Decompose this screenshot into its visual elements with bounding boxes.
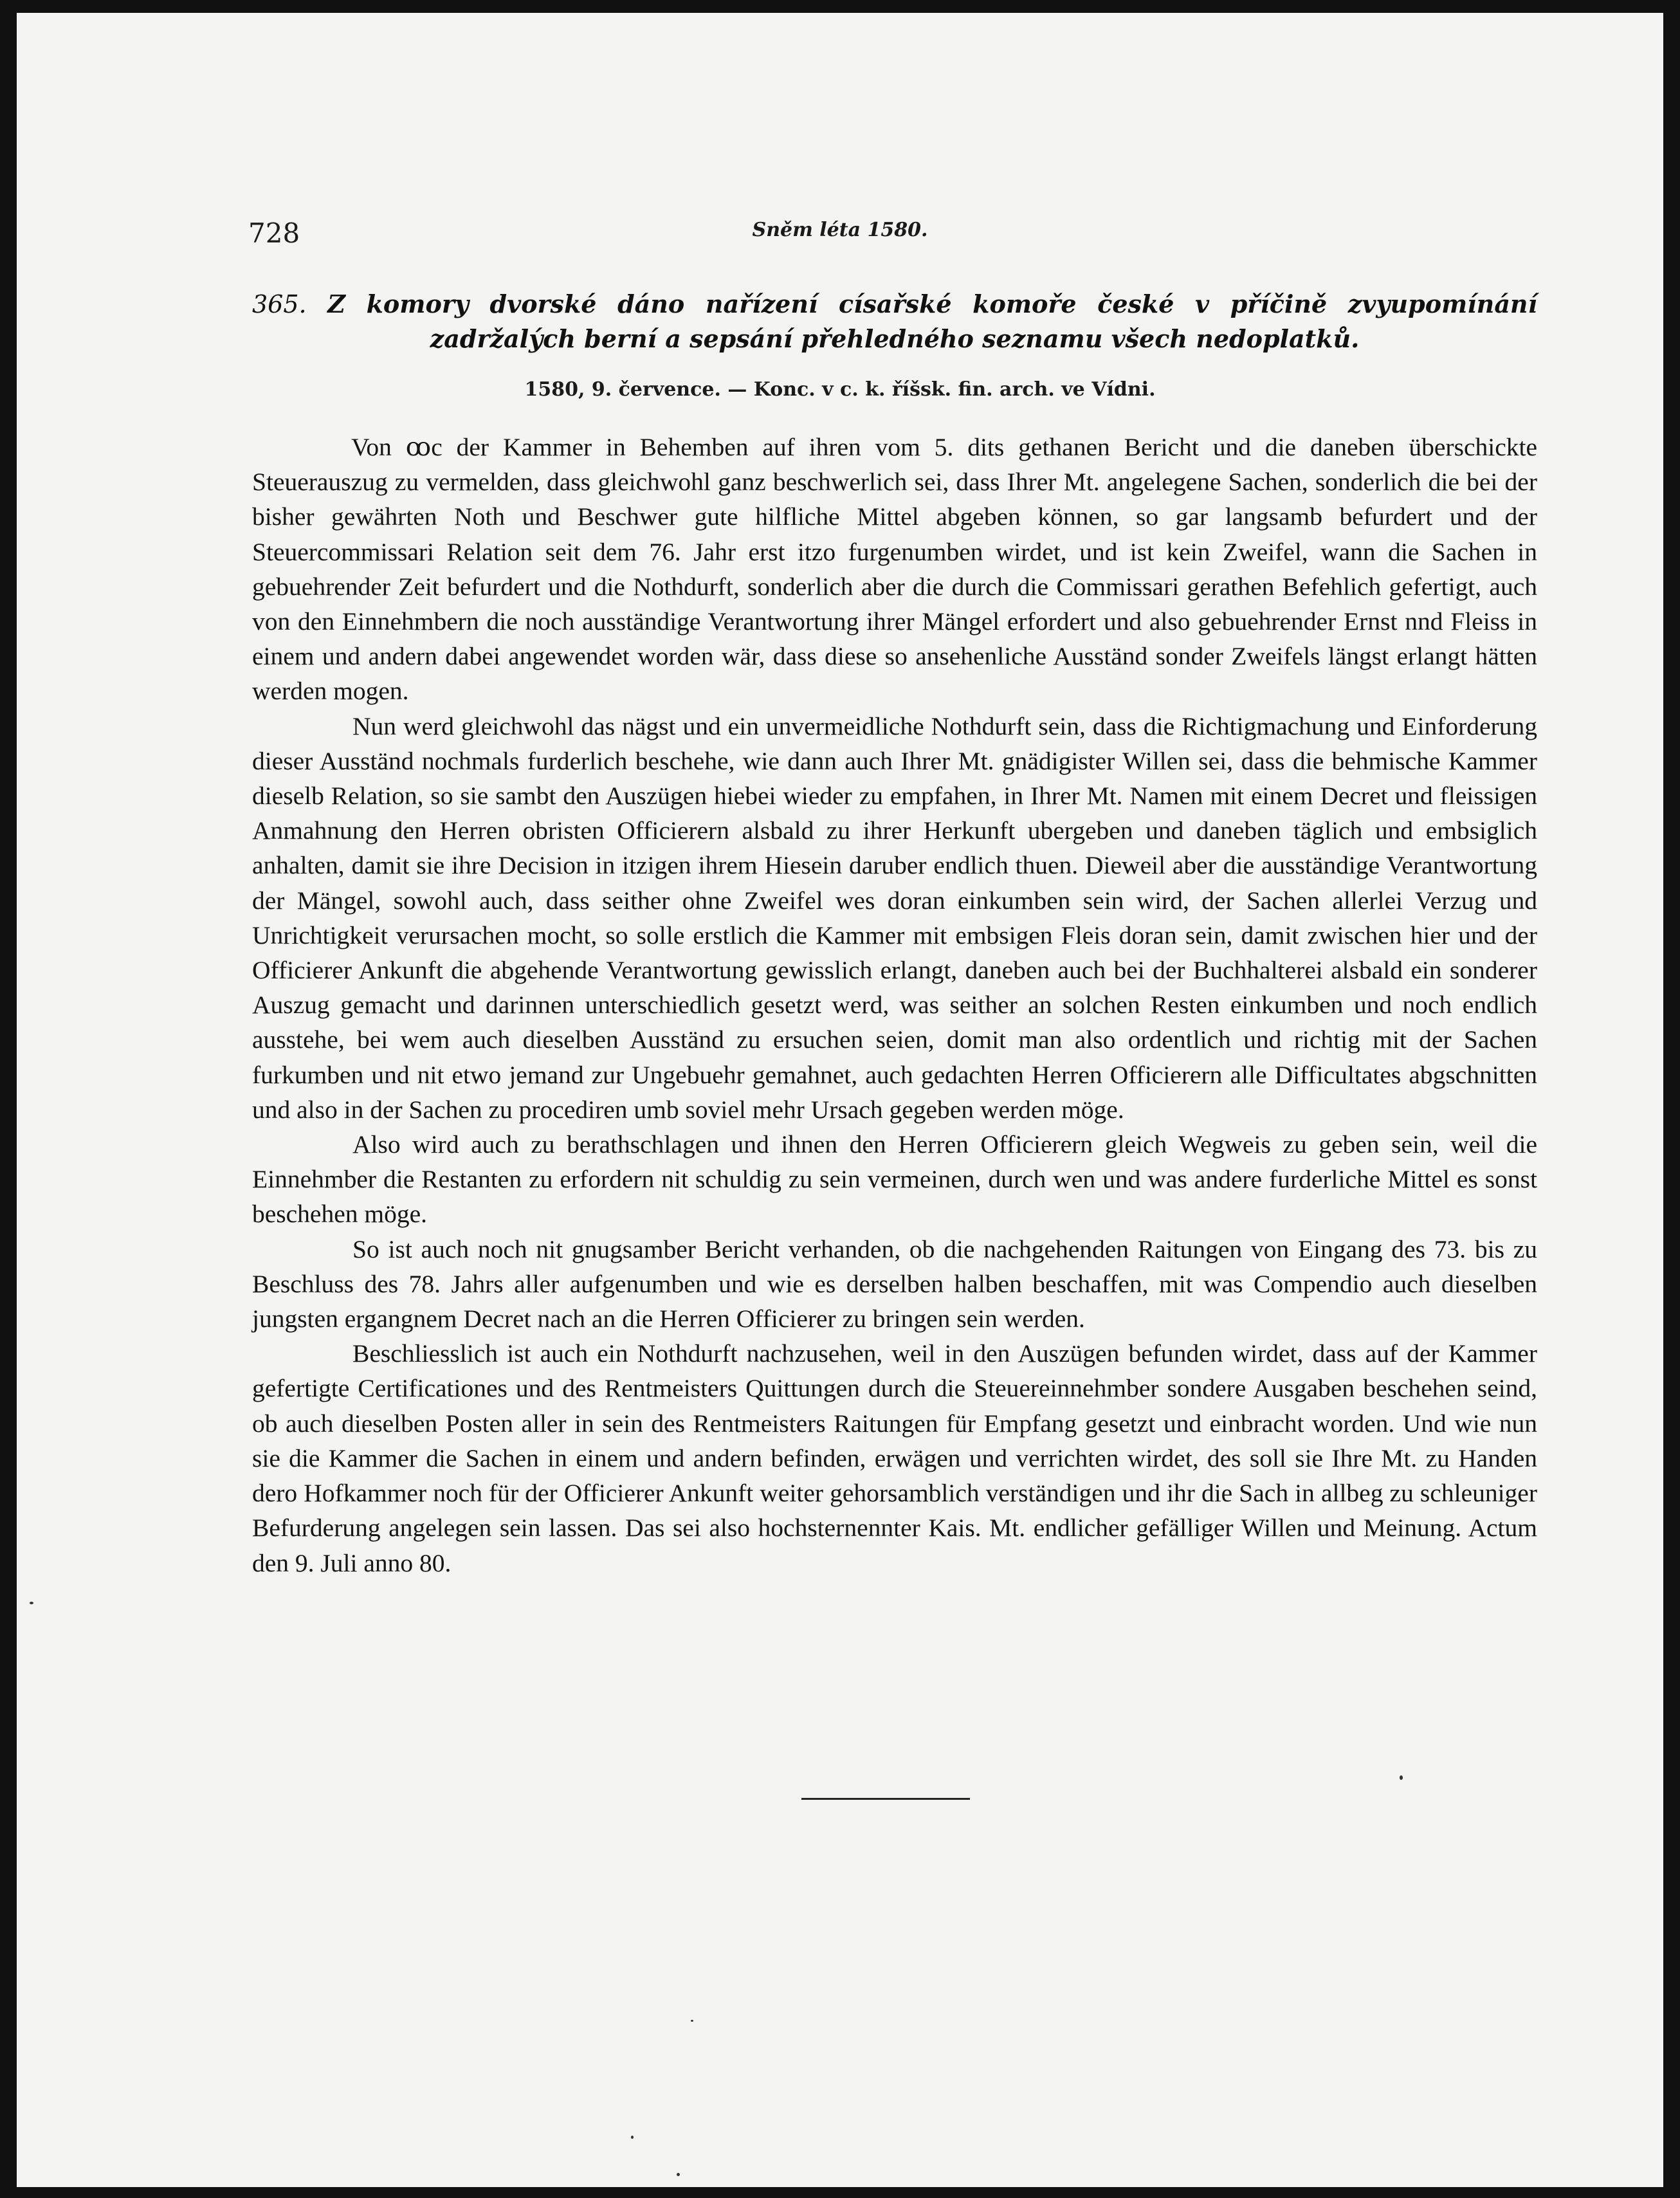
body-text [252,430,1537,1580]
document-title [252,287,1537,356]
scan-speck [677,2173,680,2176]
closing-rule [801,1798,970,1800]
source-line: 1580, 9. července. — Konc. v c. k. říšsk. fin. arch. ve Vídni. [524,378,1156,401]
paragraph: Beschliesslich ist auch ein Nothdurft nachzusehen, weil in den Auszügen befunden wirdet, dass auf der Kammer gefertigte Certificationes und des Rentmeisters Quittungen durch die Steuereinnehmber sondere Ausgaben beschehen seind, ob auch dieselben Posten aller in sein des Rentmeisters Raitungen für Empfang gesetzt und einbracht worden. Und wie nun sie die Kammer die Sachen in einem und andern befinden, erwägen und verrichten wirdet, des soll sie Ihre Mt. zu Handen dero Hofkammer noch für der Officierer Ankunft weiter gehorsamblich verständigen und ihr die Sach in allbeg zu schleuniger Befurderung angelegen sein lassen. Das sei also hochsternennter Kais. Mt. endlicher gefälliger Willen und Meinung. Actum den 9. Juli anno 80. [252,1339,1537,1577]
title-text: Z komory dvorské dáno nařízení císařské komoře české v příčině zvyupomínání zadržalých berní a sepsání přehledného seznamu všech nedoplatků. [327,289,1537,353]
page-number: 728 [248,217,300,249]
paragraph: Von ꝏc der Kammer in Behemben auf ihren vom 5. dits gethanen Bericht und die daneben überschickte Steuerauszug zu vermelden, dass gleichwohl ganz beschwerlich sei, dass Ihrer Mt. angelegene Sachen, sonderlich die bei der bisher gewährten Noth und Beschwer gute hilfliche Mittel abgeben können, so gar langsamb befurdert und der Steuercommissari Relation seit dem 76. Jahr erst itzo furgenumben wirdet, und ist kein Zweifel, wann die Sachen in gebuehrender Zeit befurdert und die Nothdurft, sonderlich aber die durch die Commissari gerathen Befehlich gefertigt, auch von den Einnehmbern die noch ausständige Verantwortung ihrer Mängel erfordert und also gebuehrender Ernst nnd Fleiss in einem und andern dabei angewendet worden wär, dass diese so ansehenliche Ausständ sonder Zweifels längst erlangt hätten werden mogen. [252,433,1537,706]
item-number: 365. [252,290,307,318]
scan-speck [1400,1775,1403,1780]
paragraph: So ist auch noch nit gnugsamber Bericht verhanden, ob die nachgehenden Raitungen von Eingang des 73. bis zu Beschluss des 78. Jahrs aller aufgenumben und wie es derselben halben beschaffen, mit was Compendio auch dieselben jungsten ergangnem Decret nach an die Herren Officierer zu bringen sein werden. [252,1234,1537,1333]
scan-speck [691,2020,693,2022]
scan-speck [631,2136,634,2139]
running-title: Sněm léta 1580. [752,219,928,241]
scan-speck [30,1602,33,1604]
paragraph: Nun werd gleichwohl das nägst und ein unvermeidliche Nothdurft sein, dass die Richtigmachung und Einforderung dieser Ausständ nochmals furderlich beschehe, wie dann auch Ihrer Mt. gnädigister Willen sei, dass die behmische Kammer dieselb Relation, so sie sambt den Auszügen hiebei wieder zu empfahen, in Ihrer Mt. Namen mit einem Decret und fleissigen Anmahnung den Herren obristen Officierern alsbald zu ihrer Herkunft ubergeben und daneben täglich und embsiglich anhalten, damit sie ihre Decision in itzigen ihrem Hiesein daruber endlich thuen. Dieweil aber die ausständige Verantwortung der Mängel, sowohl auch, dass seither ohne Zweifel wes doran einkumben sein wird, der Sachen allerlei Verzug und Unrichtigkeit verursachen mocht, so solle erstlich die Kammer mit embsigen Fleis doran sein, damit zwischen hier und der Officierer Ankunft die abgehende Verantwortung gewisslich erlangt, daneben auch bei der Buchhalterei alsbald ein sonderer Auszug gemacht und darinnen unterschiedlich gesetzt werd, was seither an solchen Resten einkumben und noch endlich ausstehe, bei wem auch dieselben Ausständ zu ersuchen seien, domit man also ordentlich und richtig mit der Sachen furkumben und nit etwo jemand zur Ungebuehr gemahnet, auch gedachten Herren Officierern alle Difficultates abgschnitten und also in der Sachen zu procediren umb soviel mehr Ursach gegeben werden möge. [252,711,1537,1124]
document-page [17,13,1663,2187]
paragraph: Also wird auch zu berathschlagen und ihnen den Herren Officierern gleich Wegweis zu geben sein, weil die Einnehmber die Restanten zu erfordern nit schuldig zu sein vermeinen, durch wen und was andere furderliche Mittel es sonst beschehen möge. [252,1130,1537,1229]
